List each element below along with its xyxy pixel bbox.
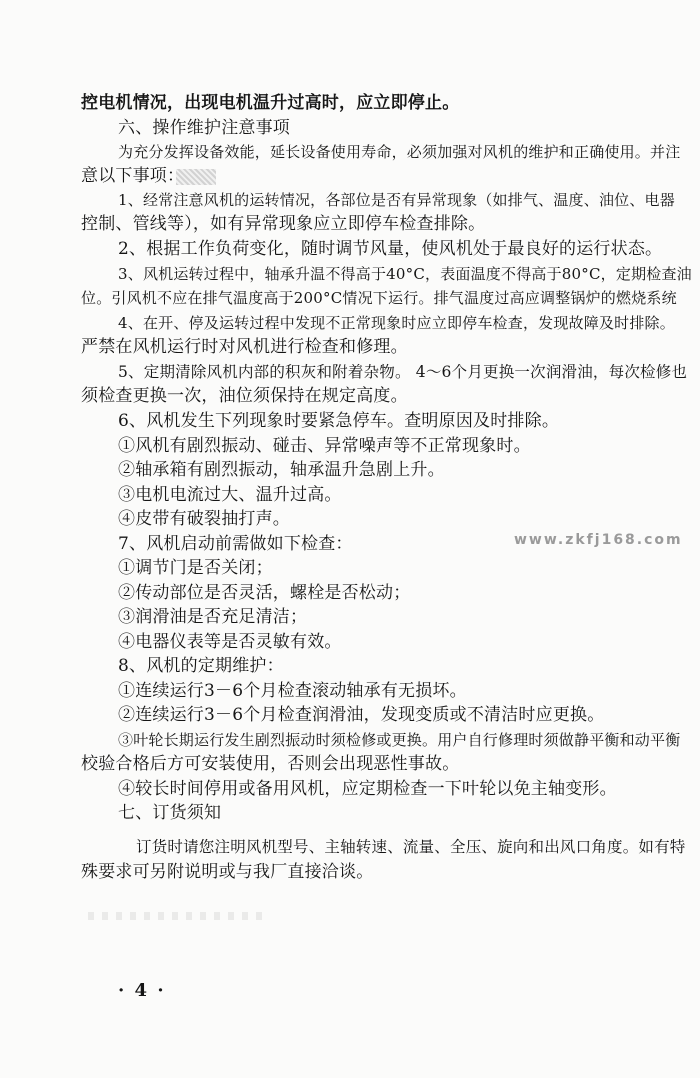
text-line-19: 7、风机启动前需做如下检查：: [118, 534, 353, 554]
text-line-31: 订货时请您注明风机型号、主轴转速、流量、全压、旋向和出风口角度。如有特: [136, 838, 686, 856]
text-line-12: 5、定期清除风机内部的积灰和附着杂物。 4～6个月更换一次润滑油，每次检修也: [118, 363, 688, 381]
text-line-17: ③电机电流过大、温升过高。: [118, 485, 342, 505]
text-line-8: 3、风机运转过程中，轴承升温不得高于40°C，表面温度不得高于80°C，定期检查油: [118, 265, 692, 283]
text-line-18: ④皮带有破裂抽打声。: [118, 509, 290, 529]
text-line-21: ②传动部位是否灵活，螺栓是否松动；: [118, 583, 411, 603]
text-line-9: 位。引风机不应在排气温度高于200°C情况下运行。排气温度过高应调整锅炉的燃烧系统: [81, 289, 677, 307]
text-line-27: ③叶轮长期运行发生剧烈振动时须检修或更换。用户自行修理时须做静平衡和动平衡: [118, 731, 681, 749]
text-line-16: ②轴承箱有剧烈振动，轴承温升急剧上升。: [118, 460, 445, 480]
section-heading-7: 七、订货须知: [118, 803, 222, 823]
text-line-14: 6、风机发生下列现象时要紧急停车。查明原因及时排除。: [118, 411, 560, 431]
site-watermark: www.zkfj168.com: [514, 532, 683, 548]
text-line-24: 8、风机的定期维护：: [118, 656, 284, 676]
page-number: · 4 ·: [118, 980, 166, 1001]
text-line-13: 须检查更换一次，油位须保持在规定高度。: [81, 386, 408, 406]
text-line-3: 为充分发挥设备效能，延长设备使用寿命，必须加强对风机的维护和正确使用。并注: [118, 143, 681, 161]
text-line-28: 校验合格后方可安装使用，否则会出现恶性事故。: [81, 754, 460, 774]
text-line-6: 控制、管线等），如有异常现象应立即停车检查排除。: [81, 214, 486, 234]
text-line-26: ②连续运行3－6个月检查润滑油，发现变质或不清洁时应更换。: [118, 705, 605, 725]
text-line-29: ④较长时间停用或备用风机，应定期检查一下叶轮以免主轴变形。: [118, 779, 617, 799]
text-line-1: 控电机情况，出现电机温升过高时，应立即停止。: [81, 93, 460, 113]
section-heading-6: 六、操作维护注意事项: [118, 118, 290, 138]
text-line-22: ③润滑油是否充足清洁；: [118, 607, 308, 627]
text-line-20: ①调节门是否关闭；: [118, 558, 273, 578]
text-line-4: 意以下事项：: [81, 166, 185, 186]
scan-artifact: [88, 912, 268, 920]
text-line-11: 严禁在风机运行时对风机进行检查和修理。: [81, 337, 408, 357]
text-line-23: ④电器仪表等是否灵敏有效。: [118, 632, 342, 652]
text-line-15: ①风机有剧烈振动、碰击、异常噪声等不正常现象时。: [118, 436, 531, 456]
text-line-5: 1、经常注意风机的运转情况，各部位是否有异常现象（如排气、温度、油位、电器: [118, 191, 675, 209]
text-line-10: 4、在开、停及运转过程中发现不正常现象时应立即停车检查，发现故障及时排除。: [118, 314, 675, 332]
text-line-7: 2、根据工作负荷变化，随时调节风量，使风机处于最良好的运行状态。: [118, 239, 663, 259]
text-line-32: 殊要求可另附说明或与我厂直接洽谈。: [81, 862, 374, 882]
text-line-25: ①连续运行3－6个月检查滚动轴承有无损坏。: [118, 681, 467, 701]
